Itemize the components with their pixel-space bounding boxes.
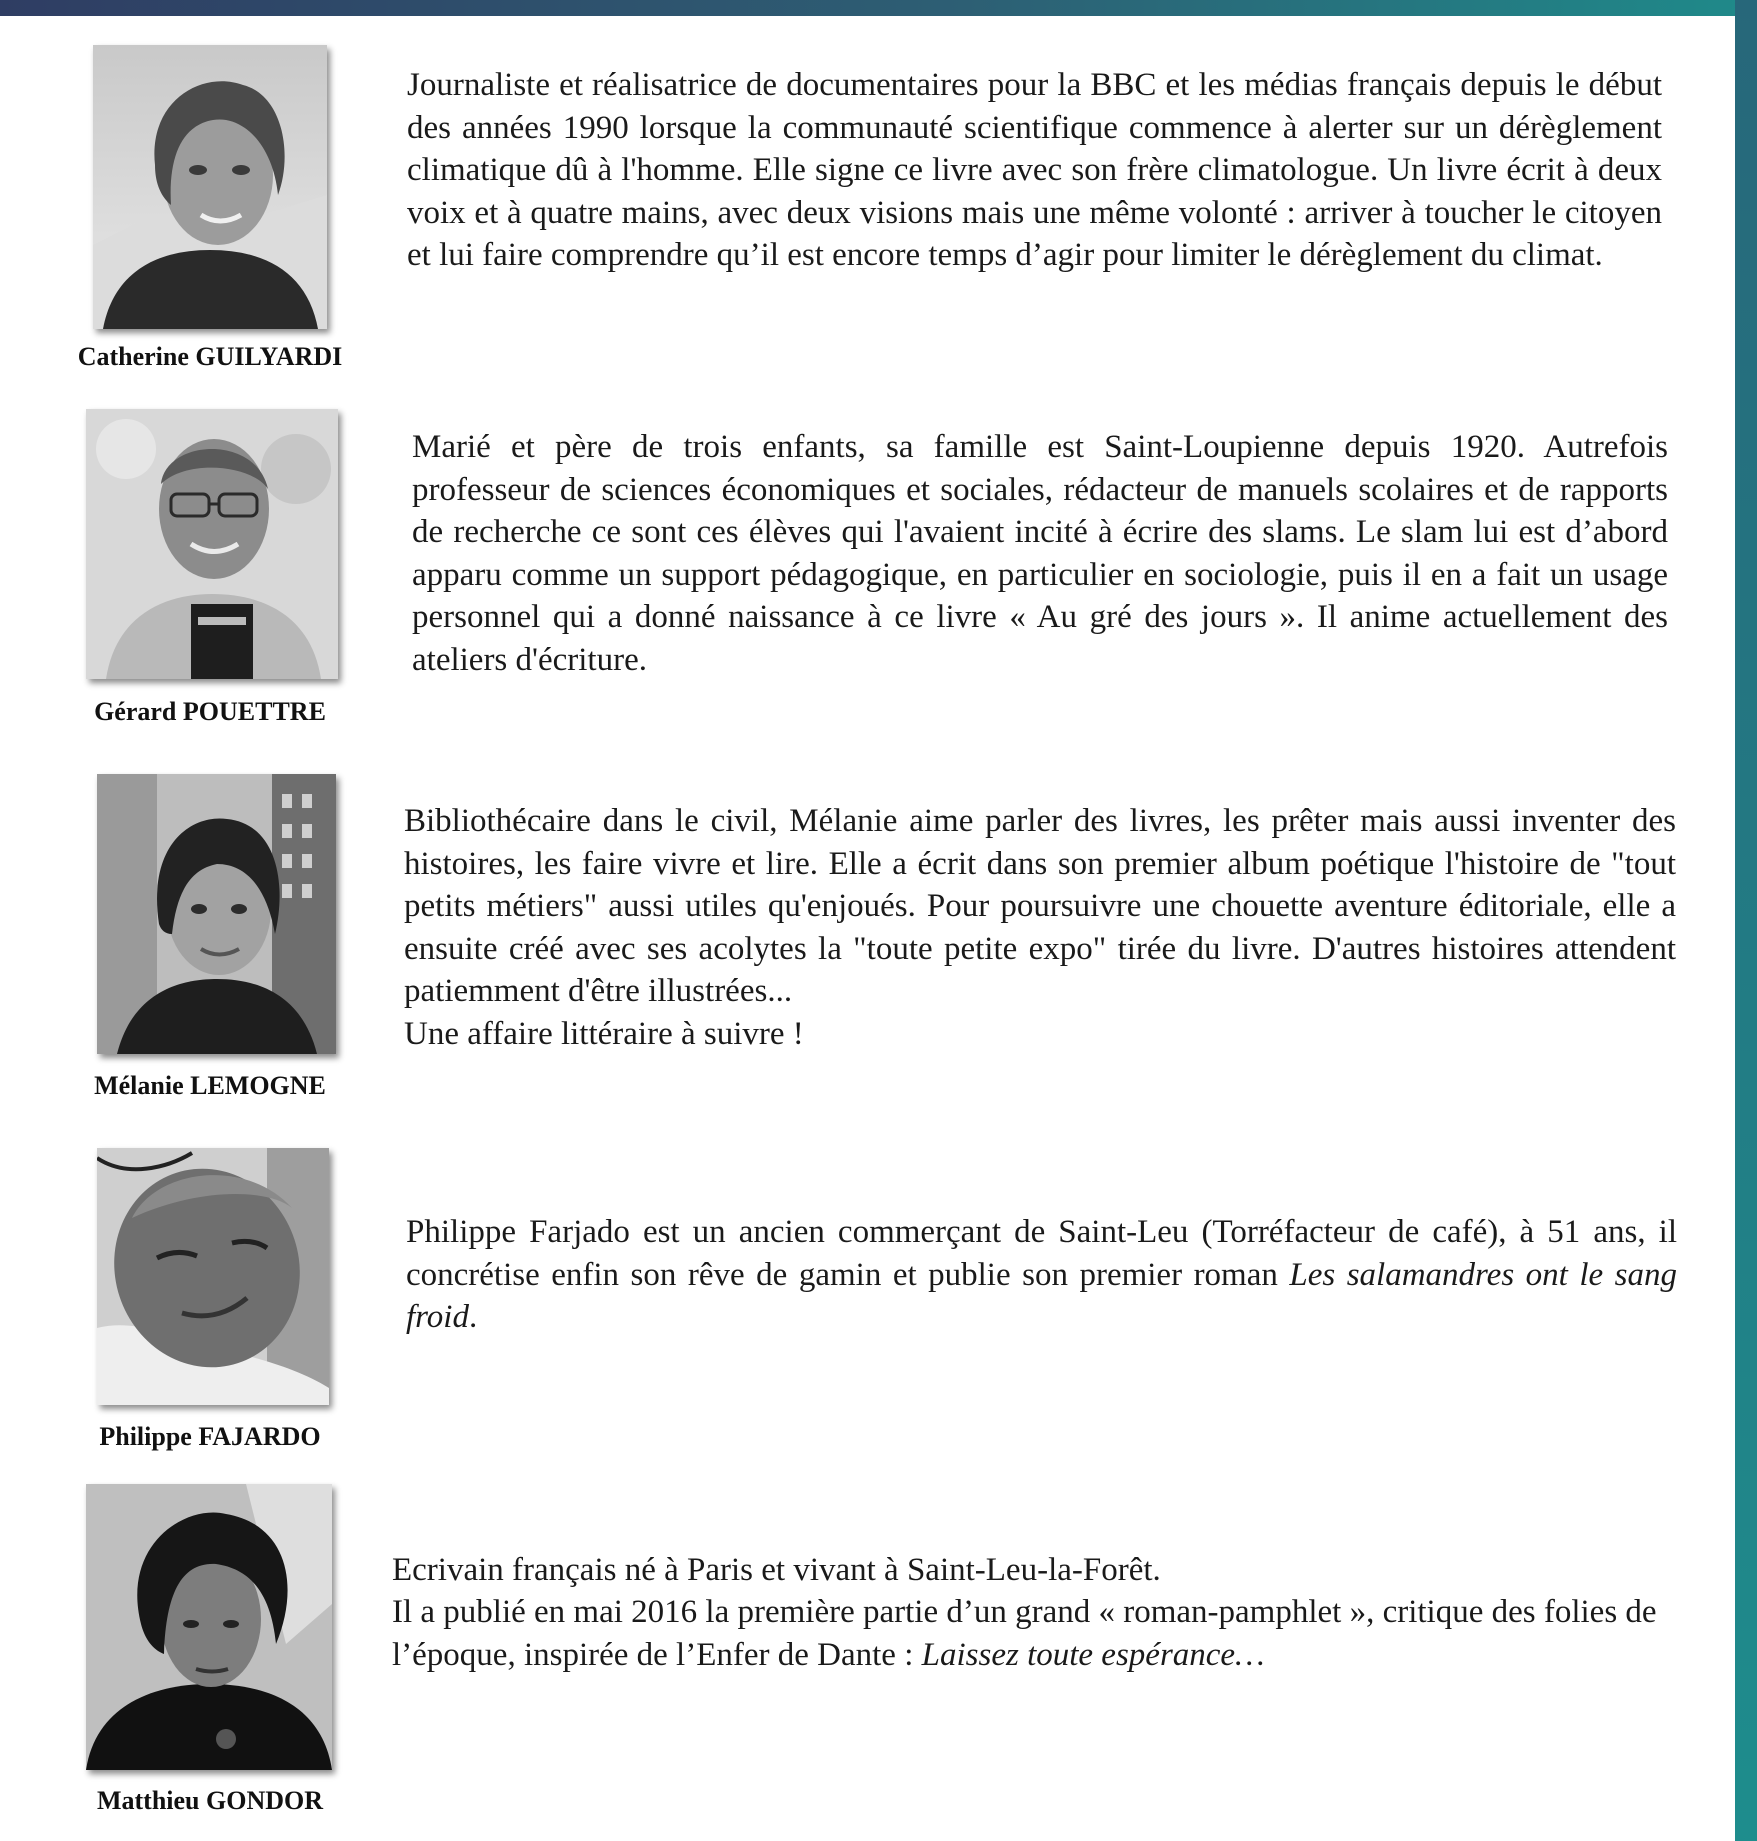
book-title: Laissez toute espérance… (921, 1636, 1265, 1673)
author-photo (97, 1148, 329, 1405)
author-name: Philippe FAJARDO (99, 1422, 321, 1451)
author-name: Catherine GUILYARDI (77, 342, 343, 371)
author-bio: Marié et père de trois enfants, sa famille est Saint-Loupienne depuis 1920. Autrefois professeur de sciences économiques et sociales, rédacteur de manuels scolaires et de rapports de recherche ce sont ces élèves qui l'avaient incité à écrire des slams. Le slam lui est d’abord apparu comme un support pédagogique, en particulier en sociologie, puis il en a fait un usage personnel qui a donné naissance à ce livre « Au gré des jours ». Il anime actuellement des ateliers d'écriture. (412, 429, 1668, 678)
author-entry-pouettre (0, 390, 1735, 760)
right-decorative-bar (1735, 0, 1757, 1841)
author-entry-lemogne (0, 760, 1735, 1135)
author-entry-gondor (0, 1475, 1735, 1841)
author-photo (97, 774, 336, 1054)
author-bio: Journaliste et réalisatrice de documentaires pour la BBC et les médias français depuis le début des années 1990 lorsque la communauté scientifique commence à alerter sur un dérèglement climatique dû à l'homme. Elle signe ce livre avec son frère climatologue. Un livre écrit à deux voix et à quatre mains, avec deux visions mais une même volonté : arriver à toucher le citoyen et lui faire comprendre qu’il est encore temps d’agir pour limiter le dérèglement du climat. (407, 67, 1662, 273)
book-title: Les salamandres ont le sang froid (406, 1256, 1677, 1335)
author-bio-text: Philippe Farjado est un ancien commerçant de Saint-Leu (Torréfacteur de café), à 51 ans, il concrétise enfin son rêve de gamin et publie son premier roman (406, 1214, 1677, 1293)
author-bio (404, 800, 1676, 1013)
author-entry-fajardo (0, 1135, 1735, 1475)
author-entry-guilyardi (0, 0, 1735, 390)
author-bio-end: . (468, 1299, 478, 1335)
author-name: Gérard POUETTRE (94, 697, 326, 726)
author-bio (392, 1591, 1667, 1676)
author-name: Matthieu GONDOR (96, 1786, 324, 1815)
author-name: Mélanie LEMOGNE (94, 1071, 326, 1100)
author-bio (406, 1211, 1677, 1339)
author-bio-last-line: Une affaire littéraire à suivre ! (404, 1016, 804, 1052)
author-photo (86, 409, 338, 679)
author-bio-text: Il a publié en mai 2016 la première partie d’un grand « roman-pamphlet », critique des folies de l’époque, inspirée de l’Enfer de Dante : (392, 1594, 1657, 1673)
author-photo (86, 1484, 332, 1770)
author-bio-text: Bibliothécaire dans le civil, Mélanie aime parler des livres, les prêter mais aussi inventer des histoires, les faire vivre et lire. Elle a écrit dans son premier album poétique l'histoire de "tout petits métiers" aussi utiles qu'enjoués. Pour poursuivre une chouette aventure éditoriale, elle a ensuite créé avec ses acolytes la "toute petite expo" tirée du livre. D'autres histoires attendent patiemment d'être illustrées... (404, 803, 1676, 1009)
author-bio-first-line: Ecrivain français né à Paris et vivant à Saint-Leu-la-Forêt. (392, 1552, 1161, 1588)
author-photo (93, 45, 327, 329)
